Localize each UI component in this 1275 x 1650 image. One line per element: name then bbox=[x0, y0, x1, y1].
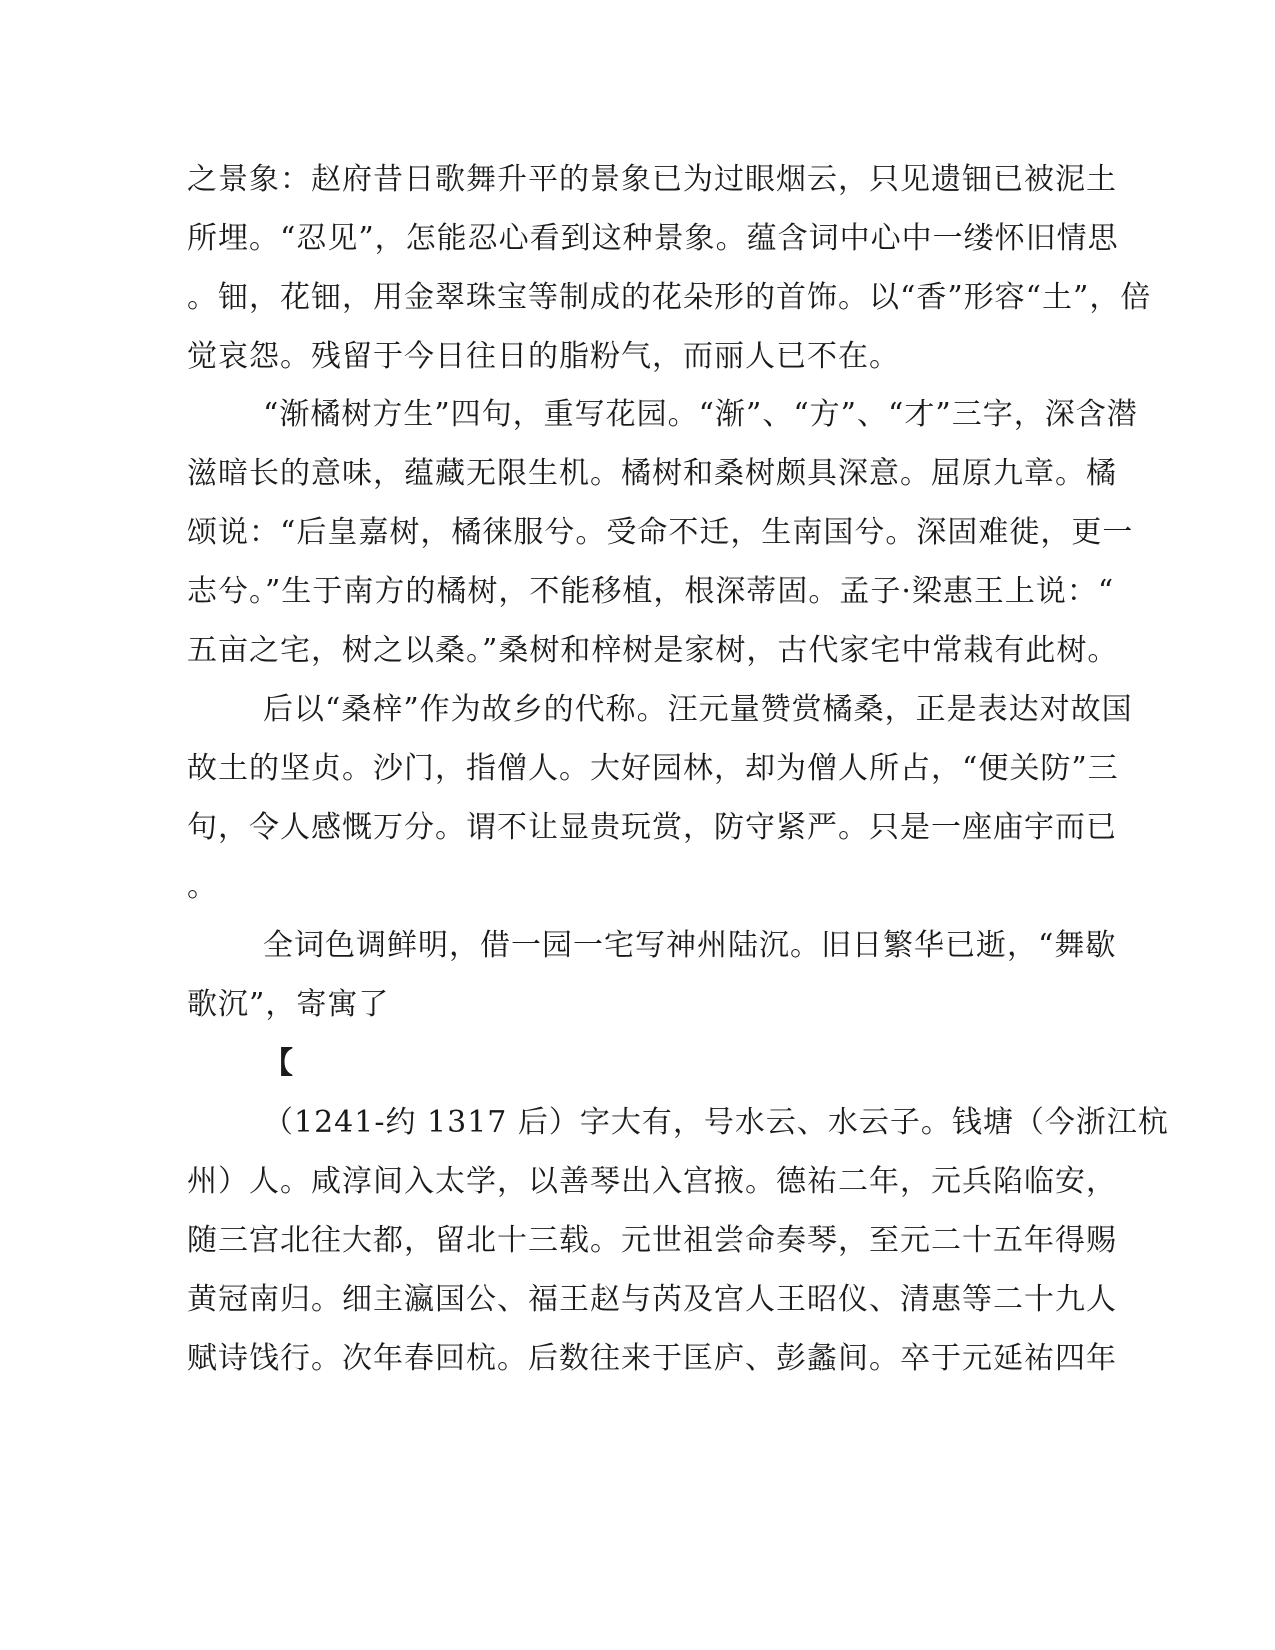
text-line: 歌沉”，寄寓了 bbox=[187, 987, 390, 1022]
text-line: 全词色调鲜明，借一园一宅写神州陆沉。旧日繁华已逝，“舞歇 bbox=[263, 928, 1117, 963]
text-line: 州）人。咸淳间入太学，以善琴出入宫掖。德祐二年，元兵陷临安， bbox=[187, 1164, 1117, 1199]
text-line: 。 bbox=[187, 869, 218, 904]
text-line: 故土的坚贞。沙门，指僧人。大好园林，却为僧人所占，“便关防”三 bbox=[187, 751, 1119, 786]
text-line: 之景象：赵府昔日歌舞升平的景象已为过眼烟云，只见遗钿已被泥土 bbox=[187, 162, 1117, 197]
section-bracket: 【 bbox=[263, 1046, 293, 1081]
text-line: （1241-约 1317 后）字大有，号水云、水云子。钱塘（今浙江杭 bbox=[263, 1105, 1169, 1140]
text-line: 黄冠南归。细主瀛国公、福王赵与芮及宫人王昭仪、清惠等二十九人 bbox=[187, 1282, 1117, 1317]
text-line: 志兮。”生于南方的橘树，不能移植，根深蒂固。孟子·梁惠王上说：“ bbox=[187, 574, 1115, 609]
text-line: 后以“桑梓”作为故乡的代称。汪元量赞赏橘桑，正是表达对故国 bbox=[263, 692, 1133, 727]
text-line: 句，令人感慨万分。谓不让显贵玩赏，防守紧严。只是一座庙宇而已 bbox=[187, 810, 1117, 845]
text-line: 滋暗长的意味，蕴藏无限生机。橘树和桑树颇具深意。屈原九章。橘 bbox=[187, 456, 1117, 491]
text-line: 赋诗饯行。次年春回杭。后数往来于匡庐、彭蠡间。卒于元延祐四年 bbox=[187, 1341, 1117, 1376]
text-line: 所埋。“忍见”，怎能忍心看到这种景象。蕴含词中心中一缕怀旧情思 bbox=[187, 221, 1119, 256]
text-line: “渐橘树方生”四句，重写花园。“渐”、“方”、“才”三字，深含潜 bbox=[263, 397, 1138, 432]
text-line: 颂说：“后皇嘉树，橘徕服兮。受命不迁，生南国兮。深固难徙，更一 bbox=[187, 515, 1134, 550]
text-line: 五亩之宅，树之以桑。”桑树和梓树是家树，古代家宅中常栽有此树。 bbox=[187, 633, 1119, 668]
text-line: 。钿，花钿，用金翠珠宝等制成的花朵形的首饰。以“香”形容“土”，倍 bbox=[187, 280, 1152, 315]
text-line: 觉哀怨。残留于今日往日的脂粉气，而丽人已不在。 bbox=[187, 339, 900, 374]
text-line: 随三宫北往大都，留北十三载。元世祖尝命奏琴，至元二十五年得赐 bbox=[187, 1223, 1117, 1258]
